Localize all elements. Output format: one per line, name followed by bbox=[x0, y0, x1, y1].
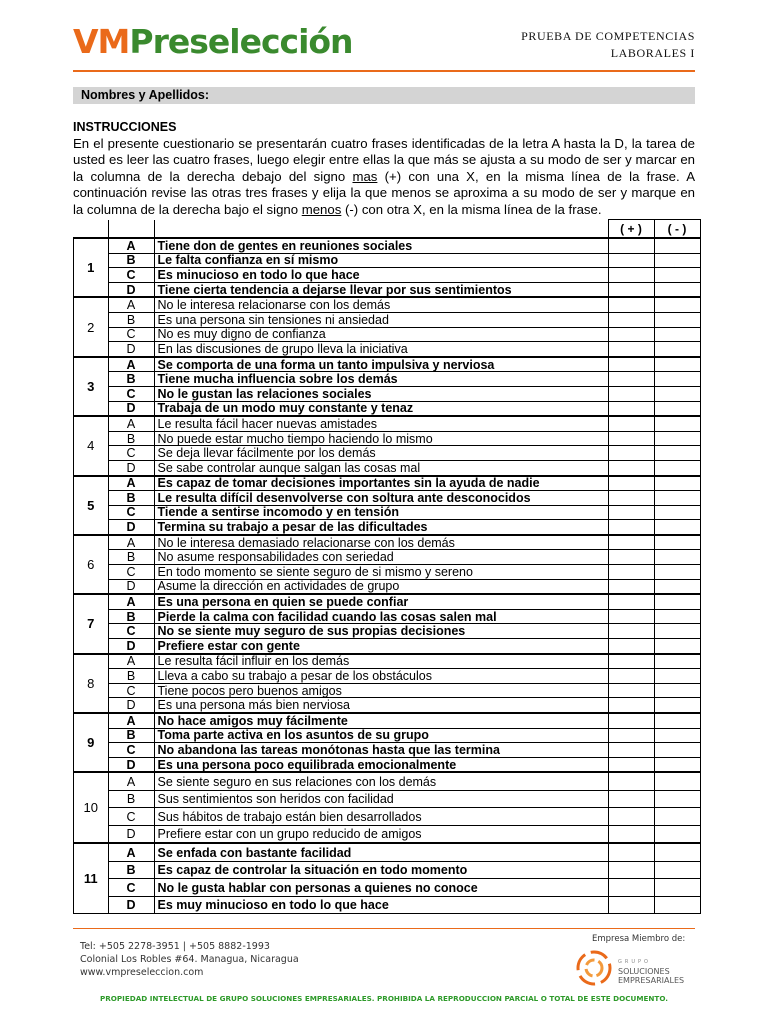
option-letter: D bbox=[108, 282, 154, 297]
option-text: No es muy digno de confianza bbox=[154, 327, 608, 342]
option-letter: C bbox=[108, 683, 154, 698]
plus-mark-cell[interactable] bbox=[608, 743, 654, 758]
plus-mark-cell[interactable] bbox=[608, 268, 654, 283]
option-text: Le resulta fácil hacer nuevas amistades bbox=[154, 416, 608, 431]
option-letter: B bbox=[108, 312, 154, 327]
plus-mark-cell[interactable] bbox=[608, 372, 654, 387]
option-letter: D bbox=[108, 757, 154, 772]
option-text: Es muy minucioso en todo lo que hace bbox=[154, 896, 608, 914]
plus-mark-cell[interactable] bbox=[608, 550, 654, 565]
table-row bbox=[74, 757, 701, 772]
minus-mark-cell[interactable] bbox=[654, 476, 700, 491]
table-row bbox=[74, 520, 701, 535]
question-number: 10 bbox=[74, 772, 109, 843]
table-row bbox=[74, 327, 701, 342]
minus-mark-cell[interactable] bbox=[654, 772, 700, 790]
table-row bbox=[74, 460, 701, 475]
minus-mark-cell[interactable] bbox=[654, 401, 700, 416]
question-number: 2 bbox=[74, 297, 109, 356]
option-text: No le interesa relacionarse con los demás bbox=[154, 297, 608, 312]
option-letter: A bbox=[108, 535, 154, 550]
plus-mark-cell[interactable] bbox=[608, 825, 654, 843]
table-row bbox=[74, 416, 701, 431]
option-text: Sus sentimientos son heridos con facilidad bbox=[154, 790, 608, 808]
option-text: Tiene don de gentes en reuniones sociales bbox=[154, 238, 608, 253]
option-letter: D bbox=[108, 896, 154, 914]
option-letter: D bbox=[108, 460, 154, 475]
option-letter: C bbox=[108, 327, 154, 342]
plus-mark-cell[interactable] bbox=[608, 491, 654, 506]
option-text: Es minucioso en todo lo que hace bbox=[154, 268, 608, 283]
contact-phone: Tel: +505 2278-3951 | +505 8882-1993 bbox=[80, 941, 270, 952]
option-text: No se siente muy seguro de sus propias decisiones bbox=[154, 624, 608, 639]
table-row bbox=[74, 896, 701, 914]
option-text: Tiende a sentirse incomodo y en tensión bbox=[154, 505, 608, 520]
table-row bbox=[74, 297, 701, 312]
table-row bbox=[74, 386, 701, 401]
option-text: En todo momento se siente seguro de si mismo y sereno bbox=[154, 565, 608, 580]
minus-mark-cell[interactable] bbox=[654, 297, 700, 312]
table-row bbox=[74, 790, 701, 808]
option-text: Es capaz de tomar decisiones importantes sin la ayuda de nadie bbox=[154, 476, 608, 491]
minus-column-header: ( - ) bbox=[654, 220, 700, 239]
plus-mark-cell[interactable] bbox=[608, 282, 654, 297]
company-logo bbox=[73, 22, 353, 62]
minus-mark-cell[interactable] bbox=[654, 431, 700, 446]
minus-mark-cell[interactable] bbox=[654, 757, 700, 772]
minus-mark-cell[interactable] bbox=[654, 825, 700, 843]
option-letter: A bbox=[108, 357, 154, 372]
plus-mark-cell[interactable] bbox=[608, 728, 654, 743]
table-row bbox=[74, 683, 701, 698]
option-letter: A bbox=[108, 416, 154, 431]
table-row bbox=[74, 238, 701, 253]
option-letter: D bbox=[108, 401, 154, 416]
question-number: 3 bbox=[74, 357, 109, 416]
header-blank bbox=[154, 220, 608, 239]
table-header-row bbox=[74, 220, 701, 239]
minus-mark-cell[interactable] bbox=[654, 342, 700, 357]
option-text: No le gusta hablar con personas a quienes no conoce bbox=[154, 879, 608, 897]
table-row bbox=[74, 357, 701, 372]
question-number: 1 bbox=[74, 238, 109, 297]
option-letter: A bbox=[108, 238, 154, 253]
table-row bbox=[74, 535, 701, 550]
plus-mark-cell[interactable] bbox=[608, 579, 654, 594]
word-menos: menos bbox=[301, 201, 342, 217]
table-row bbox=[74, 713, 701, 728]
plus-mark-cell[interactable] bbox=[608, 609, 654, 624]
option-text: Tiene pocos pero buenos amigos bbox=[154, 683, 608, 698]
option-letter: B bbox=[108, 861, 154, 879]
option-letter: B bbox=[108, 669, 154, 684]
minus-mark-cell[interactable] bbox=[654, 609, 700, 624]
minus-mark-cell[interactable] bbox=[654, 579, 700, 594]
minus-mark-cell[interactable] bbox=[654, 743, 700, 758]
option-text: Se enfada con bastante facilidad bbox=[154, 843, 608, 861]
minus-mark-cell[interactable] bbox=[654, 386, 700, 401]
minus-mark-cell[interactable] bbox=[654, 238, 700, 253]
group-word: GRUPO bbox=[618, 959, 651, 965]
document-title-line2: LABORALES I bbox=[610, 46, 695, 60]
option-letter: A bbox=[108, 476, 154, 491]
plus-mark-cell[interactable] bbox=[608, 312, 654, 327]
minus-mark-cell[interactable] bbox=[654, 312, 700, 327]
plus-mark-cell[interactable] bbox=[608, 238, 654, 253]
plus-mark-cell[interactable] bbox=[608, 401, 654, 416]
option-text: Es una persona sin tensiones ni ansiedad bbox=[154, 312, 608, 327]
word-mas: mas bbox=[352, 168, 378, 184]
plus-mark-cell[interactable] bbox=[608, 386, 654, 401]
table-row bbox=[74, 476, 701, 491]
question-number: 11 bbox=[74, 843, 109, 914]
contact-website[interactable]: www.vmpreseleccion.com bbox=[80, 967, 204, 978]
option-text: Se siente seguro en sus relaciones con los demás bbox=[154, 772, 608, 790]
option-text: Pierde la calma con facilidad cuando las cosas salen mal bbox=[154, 609, 608, 624]
table-row bbox=[74, 253, 701, 268]
plus-mark-cell[interactable] bbox=[608, 253, 654, 268]
option-text: Le resulta fácil influir en los demás bbox=[154, 654, 608, 669]
instructions-part3: (-) con otra X, en la misma línea de la frase. bbox=[341, 201, 602, 217]
plus-mark-cell[interactable] bbox=[608, 505, 654, 520]
minus-mark-cell[interactable] bbox=[654, 416, 700, 431]
table-row bbox=[74, 342, 701, 357]
table-row bbox=[74, 282, 701, 297]
minus-mark-cell[interactable] bbox=[654, 896, 700, 914]
table-row bbox=[74, 372, 701, 387]
plus-mark-cell[interactable] bbox=[608, 896, 654, 914]
minus-mark-cell[interactable] bbox=[654, 460, 700, 475]
question-number: 8 bbox=[74, 654, 109, 713]
option-letter: C bbox=[108, 743, 154, 758]
contact-address: Colonial Los Robles #64. Managua, Nicaragua bbox=[80, 954, 299, 965]
plus-column-header: ( + ) bbox=[608, 220, 654, 239]
questionnaire-table bbox=[73, 219, 701, 914]
option-text: Le resulta difícil desenvolverse con soltura ante desconocidos bbox=[154, 491, 608, 506]
legal-notice: PROPIEDAD INTELECTUAL DE GRUPO SOLUCIONES EMPRESARIALES. PROHIBIDA LA REPRODUCCION PARCIAL O TOTAL DE ESTE DOCUMENTO. bbox=[100, 994, 668, 1003]
member-label: Empresa Miembro de: bbox=[592, 934, 686, 944]
plus-mark-cell[interactable] bbox=[608, 772, 654, 790]
option-letter: C bbox=[108, 446, 154, 461]
option-letter: A bbox=[108, 772, 154, 790]
option-letter: D bbox=[108, 698, 154, 713]
plus-mark-cell[interactable] bbox=[608, 416, 654, 431]
table-row bbox=[74, 491, 701, 506]
name-field[interactable] bbox=[73, 87, 695, 104]
table-row bbox=[74, 609, 701, 624]
table-row bbox=[74, 312, 701, 327]
plus-mark-cell[interactable] bbox=[608, 357, 654, 372]
question-number: 4 bbox=[74, 416, 109, 475]
question-number: 7 bbox=[74, 594, 109, 653]
minus-mark-cell[interactable] bbox=[654, 535, 700, 550]
minus-mark-cell[interactable] bbox=[654, 790, 700, 808]
plus-mark-cell[interactable] bbox=[608, 639, 654, 654]
option-letter: A bbox=[108, 594, 154, 609]
group-name1: SOLUCIONES bbox=[618, 967, 670, 976]
question-number: 6 bbox=[74, 535, 109, 594]
option-letter: A bbox=[108, 654, 154, 669]
table-row bbox=[74, 808, 701, 826]
option-text: Se comporta de una forma un tanto impulsiva y nerviosa bbox=[154, 357, 608, 372]
option-letter: D bbox=[108, 639, 154, 654]
plus-mark-cell[interactable] bbox=[608, 431, 654, 446]
table-row bbox=[74, 624, 701, 639]
contact-info bbox=[80, 940, 299, 979]
plus-mark-cell[interactable] bbox=[608, 476, 654, 491]
minus-mark-cell[interactable] bbox=[654, 357, 700, 372]
option-letter: D bbox=[108, 520, 154, 535]
minus-mark-cell[interactable] bbox=[654, 669, 700, 684]
option-letter: B bbox=[108, 609, 154, 624]
document-title bbox=[521, 28, 695, 62]
table-row bbox=[74, 268, 701, 283]
plus-mark-cell[interactable] bbox=[608, 808, 654, 826]
question-number: 5 bbox=[74, 476, 109, 535]
minus-mark-cell[interactable] bbox=[654, 550, 700, 565]
option-text: No asume responsabilidades con seriedad bbox=[154, 550, 608, 565]
plus-mark-cell[interactable] bbox=[608, 669, 654, 684]
option-text: Es capaz de controlar la situación en todo momento bbox=[154, 861, 608, 879]
option-text: Sus hábitos de trabajo están bien desarrollados bbox=[154, 808, 608, 826]
table-row bbox=[74, 550, 701, 565]
option-letter: A bbox=[108, 297, 154, 312]
option-letter: C bbox=[108, 808, 154, 826]
table-row bbox=[74, 594, 701, 609]
option-letter: C bbox=[108, 624, 154, 639]
table-row bbox=[74, 843, 701, 861]
table-row bbox=[74, 654, 701, 669]
option-letter: C bbox=[108, 565, 154, 580]
option-letter: C bbox=[108, 268, 154, 283]
instructions-title: INSTRUCCIONES bbox=[73, 120, 177, 134]
plus-mark-cell[interactable] bbox=[608, 654, 654, 669]
instructions-part2: (+) con una X, en la misma línea de la frase. A continuación revise las otras tres frases y elija la que menos se aproxima a su modo de ser y marque en la columna de la derecha bajo el signo bbox=[73, 168, 695, 217]
minus-mark-cell[interactable] bbox=[654, 861, 700, 879]
option-text: Termina su trabajo a pesar de las dificultades bbox=[154, 520, 608, 535]
header-blank bbox=[108, 220, 154, 239]
option-text: Lleva a cabo su trabajo a pesar de los obstáculos bbox=[154, 669, 608, 684]
questionnaire-body bbox=[74, 220, 701, 914]
option-letter: B bbox=[108, 728, 154, 743]
option-text: No hace amigos muy fácilmente bbox=[154, 713, 608, 728]
plus-mark-cell[interactable] bbox=[608, 683, 654, 698]
logo-suffix: Preselección bbox=[129, 22, 353, 61]
table-row bbox=[74, 565, 701, 580]
option-letter: A bbox=[108, 843, 154, 861]
minus-mark-cell[interactable] bbox=[654, 446, 700, 461]
minus-mark-cell[interactable] bbox=[654, 843, 700, 861]
footer-divider bbox=[73, 928, 695, 929]
group-logo-text bbox=[618, 958, 684, 985]
plus-mark-cell[interactable] bbox=[608, 327, 654, 342]
option-letter: B bbox=[108, 790, 154, 808]
minus-mark-cell[interactable] bbox=[654, 253, 700, 268]
plus-mark-cell[interactable] bbox=[608, 460, 654, 475]
table-row bbox=[74, 772, 701, 790]
option-letter: C bbox=[108, 879, 154, 897]
table-row bbox=[74, 579, 701, 594]
table-row bbox=[74, 879, 701, 897]
option-letter: A bbox=[108, 713, 154, 728]
option-letter: B bbox=[108, 491, 154, 506]
option-letter: B bbox=[108, 431, 154, 446]
plus-mark-cell[interactable] bbox=[608, 594, 654, 609]
plus-mark-cell[interactable] bbox=[608, 790, 654, 808]
minus-mark-cell[interactable] bbox=[654, 565, 700, 580]
option-text: Se deja llevar fácilmente por los demás bbox=[154, 446, 608, 461]
option-text: No le gustan las relaciones sociales bbox=[154, 386, 608, 401]
plus-mark-cell[interactable] bbox=[608, 297, 654, 312]
minus-mark-cell[interactable] bbox=[654, 683, 700, 698]
option-letter: D bbox=[108, 579, 154, 594]
plus-mark-cell[interactable] bbox=[608, 879, 654, 897]
minus-mark-cell[interactable] bbox=[654, 520, 700, 535]
instructions-text bbox=[73, 136, 695, 218]
table-row bbox=[74, 743, 701, 758]
table-row bbox=[74, 861, 701, 879]
minus-mark-cell[interactable] bbox=[654, 372, 700, 387]
option-text: Es una persona en quien se puede confiar bbox=[154, 594, 608, 609]
table-row bbox=[74, 728, 701, 743]
minus-mark-cell[interactable] bbox=[654, 654, 700, 669]
minus-mark-cell[interactable] bbox=[654, 505, 700, 520]
minus-mark-cell[interactable] bbox=[654, 624, 700, 639]
table-row bbox=[74, 639, 701, 654]
minus-mark-cell[interactable] bbox=[654, 713, 700, 728]
option-text: En las discusiones de grupo lleva la iniciativa bbox=[154, 342, 608, 357]
option-letter: D bbox=[108, 825, 154, 843]
option-text: Le falta confianza en sí mismo bbox=[154, 253, 608, 268]
option-text: Tiene mucha influencia sobre los demás bbox=[154, 372, 608, 387]
table-row bbox=[74, 446, 701, 461]
option-text: No abandona las tareas monótonas hasta que las termina bbox=[154, 743, 608, 758]
option-text: Toma parte activa en los asuntos de su grupo bbox=[154, 728, 608, 743]
logo-prefix: VM bbox=[73, 22, 130, 61]
name-field-label: Nombres y Apellidos: bbox=[81, 88, 210, 102]
plus-mark-cell[interactable] bbox=[608, 757, 654, 772]
option-letter: B bbox=[108, 372, 154, 387]
question-number: 9 bbox=[74, 713, 109, 772]
plus-mark-cell[interactable] bbox=[608, 698, 654, 713]
header-blank bbox=[74, 220, 109, 239]
option-letter: B bbox=[108, 253, 154, 268]
minus-mark-cell[interactable] bbox=[654, 639, 700, 654]
group-name2: EMPRESARIALES bbox=[618, 976, 685, 985]
plus-mark-cell[interactable] bbox=[608, 520, 654, 535]
table-row bbox=[74, 825, 701, 843]
option-text: Se sabe controlar aunque salgan las cosas mal bbox=[154, 460, 608, 475]
option-letter: B bbox=[108, 550, 154, 565]
table-row bbox=[74, 431, 701, 446]
option-letter: C bbox=[108, 386, 154, 401]
table-row bbox=[74, 505, 701, 520]
minus-mark-cell[interactable] bbox=[654, 728, 700, 743]
plus-mark-cell[interactable] bbox=[608, 861, 654, 879]
option-letter: D bbox=[108, 342, 154, 357]
minus-mark-cell[interactable] bbox=[654, 879, 700, 897]
option-text: Prefiere estar con gente bbox=[154, 639, 608, 654]
minus-mark-cell[interactable] bbox=[654, 327, 700, 342]
option-text: Es una persona poco equilibrada emocionalmente bbox=[154, 757, 608, 772]
plus-mark-cell[interactable] bbox=[608, 535, 654, 550]
minus-mark-cell[interactable] bbox=[654, 268, 700, 283]
option-text: Tiene cierta tendencia a dejarse llevar por sus sentimientos bbox=[154, 282, 608, 297]
option-text: No le interesa demasiado relacionarse con los demás bbox=[154, 535, 608, 550]
minus-mark-cell[interactable] bbox=[654, 594, 700, 609]
table-row bbox=[74, 669, 701, 684]
table-row bbox=[74, 698, 701, 713]
minus-mark-cell[interactable] bbox=[654, 282, 700, 297]
minus-mark-cell[interactable] bbox=[654, 698, 700, 713]
header-divider bbox=[73, 70, 695, 72]
option-letter: C bbox=[108, 505, 154, 520]
plus-mark-cell[interactable] bbox=[608, 446, 654, 461]
table-row bbox=[74, 401, 701, 416]
plus-mark-cell[interactable] bbox=[608, 342, 654, 357]
option-text: Asume la dirección en actividades de grupo bbox=[154, 579, 608, 594]
plus-mark-cell[interactable] bbox=[608, 713, 654, 728]
minus-mark-cell[interactable] bbox=[654, 491, 700, 506]
plus-mark-cell[interactable] bbox=[608, 843, 654, 861]
plus-mark-cell[interactable] bbox=[608, 565, 654, 580]
document-title-line1: PRUEBA DE COMPETENCIAS bbox=[521, 29, 695, 43]
option-text: Prefiere estar con un grupo reducido de amigos bbox=[154, 825, 608, 843]
minus-mark-cell[interactable] bbox=[654, 808, 700, 826]
plus-mark-cell[interactable] bbox=[608, 624, 654, 639]
option-text: Es una persona más bien nerviosa bbox=[154, 698, 608, 713]
option-text: Trabaja de un modo muy constante y tenaz bbox=[154, 401, 608, 416]
instructions-part1: En el presente cuestionario se presentarán cuatro frases identificadas de la letra A hasta la D, la tarea de usted es leer las cuatro frases, luego elegir entre ellas la que más se ajusta a su modo de ser y marcar en la columna de la derecha debajo del signo bbox=[73, 136, 695, 184]
option-text: No puede estar mucho tiempo haciendo lo mismo bbox=[154, 431, 608, 446]
